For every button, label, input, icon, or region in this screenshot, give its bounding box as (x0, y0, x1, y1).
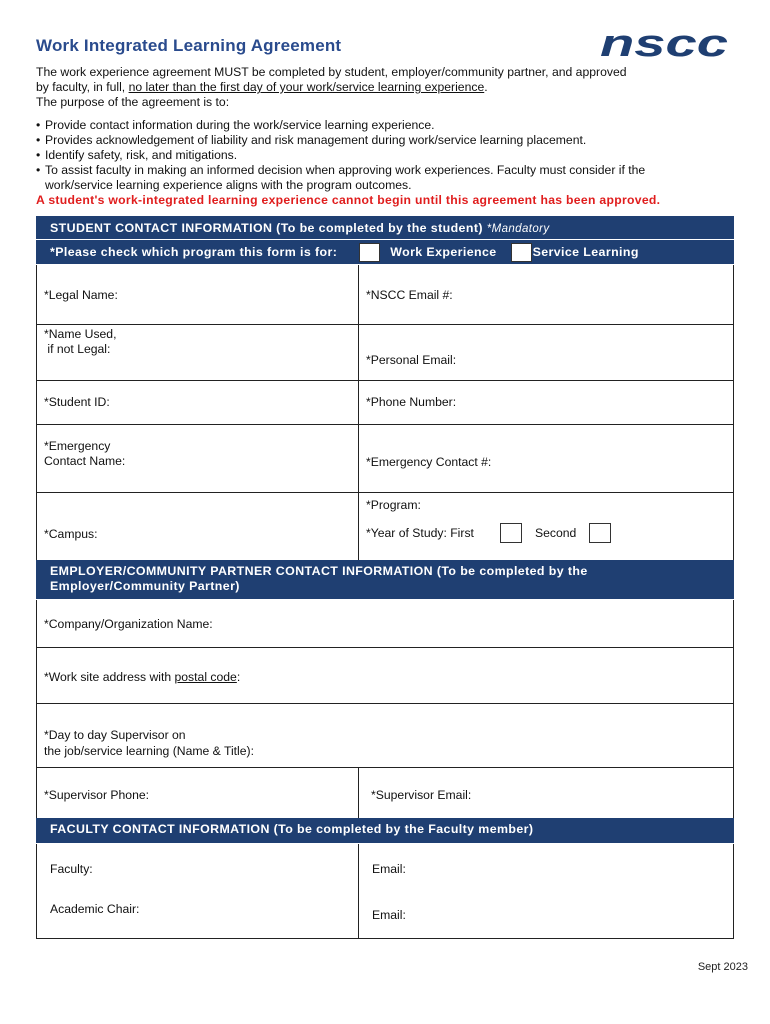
student-section-header: STUDENT CONTACT INFORMATION (To be completed by the student) *Mandatory (36, 216, 734, 240)
emergency-contact-number-field[interactable]: *Emergency Contact #: (366, 455, 492, 469)
faculty-contact-table (36, 844, 734, 939)
table-row (37, 890, 733, 938)
nscc-logo (598, 26, 730, 62)
student-id-field[interactable]: *Student ID: (37, 381, 359, 424)
academic-chair-field[interactable]: Academic Chair: (37, 890, 359, 938)
academic-chair-email-field[interactable]: Email: (372, 908, 406, 922)
list-item: • Identify safety, risk, and mitigations. (36, 148, 238, 162)
intro-text: The work experience agreement MUST be completed by student, employer/community partner, and approved by faculty, in full, no later than the first day of your work/service learning experience. The purpose of the agreement is to: (36, 65, 627, 109)
supervisor-phone-field[interactable]: *Supervisor Phone: (37, 768, 359, 818)
phone-number-field[interactable]: *Phone Number: (366, 395, 457, 409)
campus-field[interactable]: *Campus: (37, 493, 359, 571)
list-item: • Provides acknowledgement of liability and risk management during work/service learning placement. (36, 133, 587, 147)
faculty-email-field[interactable]: Email: (372, 862, 406, 876)
table-row (37, 425, 733, 493)
personal-email-field[interactable]: *Personal Email: (366, 353, 457, 367)
program-field[interactable]: *Program: *Year of Study: First Second (359, 493, 733, 571)
employer-section-header: EMPLOYER/COMMUNITY PARTNER CONTACT INFORMATION (To be completed by the Employer/Community Partner) (36, 560, 734, 600)
faculty-field[interactable]: Faculty: (37, 844, 359, 890)
approval-warning: A student's work-integrated learning experience cannot begin until this agreement has been approved. (36, 193, 661, 207)
list-item: • Provide contact information during the work/service learning experience. (36, 118, 435, 132)
table-row (37, 844, 733, 890)
year-of-study-label: *Year of Study: First (366, 526, 474, 540)
name-used-field[interactable]: *Name Used, if not Legal: (37, 325, 359, 380)
table-row (37, 768, 733, 818)
table-row (37, 265, 733, 325)
program-select-row: *Please check which program this form is for: Work Experience Service Learning (36, 240, 734, 265)
work-experience-checkbox[interactable] (359, 243, 380, 262)
revision-date: Sept 2023 (697, 961, 748, 973)
purpose-list: • Provide contact information during the work/service learning experience. • Provides acknowledgement of liability and risk management during work/service learning placement. • Identify safety, risk, and mitigations. • To assist faculty in making an informed decision when approving work experiences. Faculty must consider if the work/service learning experience aligns with the program outcomes. (36, 118, 752, 193)
legal-name-field[interactable]: *Legal Name: (37, 265, 359, 324)
supervisor-name-field[interactable]: *Day to day Supervisor on the job/service learning (Name & Title): (37, 704, 733, 768)
work-site-address-field[interactable]: *Work site address with postal code: (37, 648, 733, 704)
emergency-contact-name-field[interactable]: *Emergency Contact Name: (37, 425, 359, 492)
supervisor-email-field[interactable]: *Supervisor Email: (371, 788, 472, 802)
list-item: • To assist faculty in making an informed decision when approving work experiences. Faculty must consider if the (36, 163, 646, 177)
year-first-checkbox[interactable] (500, 523, 522, 543)
faculty-section-header: FACULTY CONTACT INFORMATION (To be completed by the Faculty member) (36, 818, 734, 844)
svg-text:nscc: nscc (600, 26, 728, 62)
year-second-checkbox[interactable] (589, 523, 611, 543)
table-row (37, 325, 733, 381)
student-contact-table (36, 265, 734, 571)
table-row (37, 381, 733, 425)
page-title: Work Integrated Learning Agreement (36, 36, 342, 55)
employer-contact-table (36, 600, 734, 818)
service-learning-checkbox[interactable] (511, 243, 532, 262)
nscc-email-field[interactable]: *NSCC Email #: (366, 288, 453, 302)
company-field[interactable]: *Company/Organization Name: (37, 600, 733, 648)
